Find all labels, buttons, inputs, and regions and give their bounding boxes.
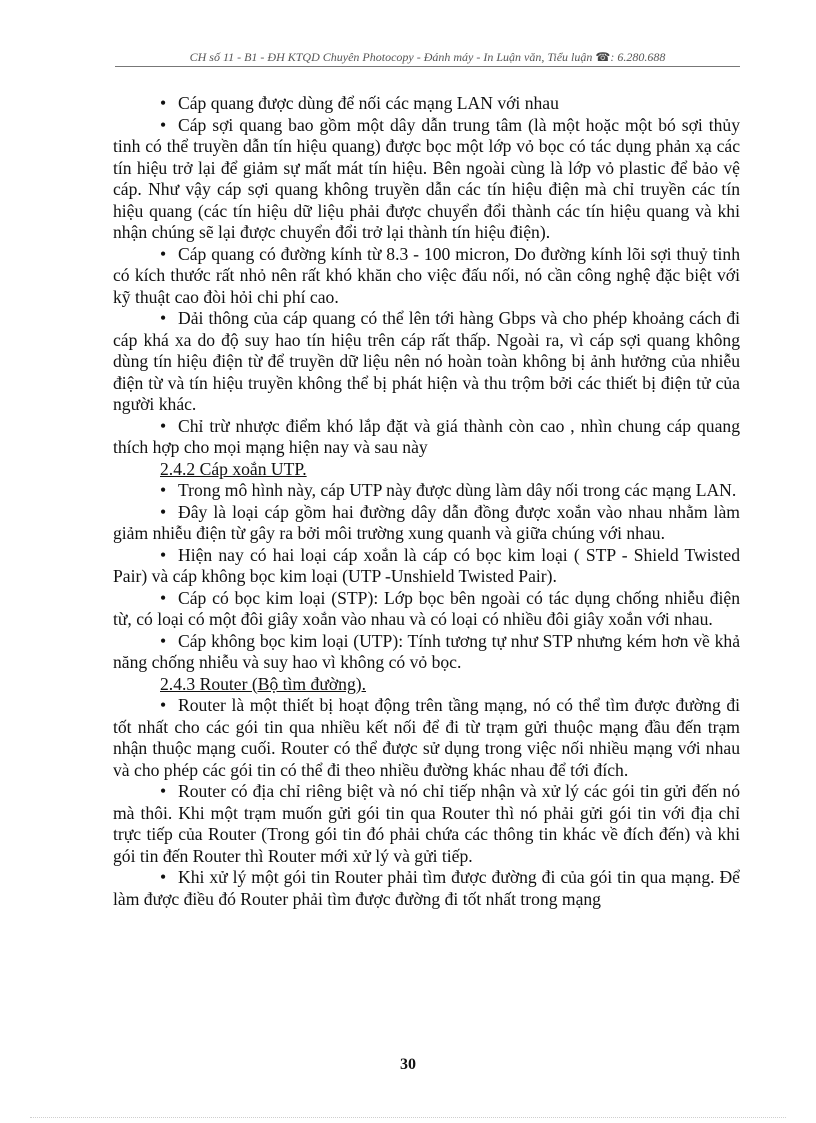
bullet-paragraph	[113, 781, 740, 867]
paragraph-text: Khi xử lý một gói tin Router phải tìm được đường đi của gói tin qua mạng. Để làm được điều đó Router phải tìm được đường đi tốt nhất trong mạng	[113, 867, 740, 909]
page-number: 30	[400, 1056, 416, 1073]
bullet-icon: •	[160, 867, 167, 887]
bullet-paragraph	[113, 115, 740, 244]
bullet-icon: •	[160, 695, 167, 715]
bullet-icon: •	[160, 308, 167, 328]
bullet-icon: •	[160, 480, 167, 500]
bullet-paragraph	[113, 545, 740, 588]
paragraph-text: Cáp sợi quang bao gồm một dây dẫn trung tâm (là một hoặc một bó sợi thủy tinh có thể truyền dẫn tín hiệu quang) được bọc một lớp vỏ bọc có tác dụng phản xạ các tín hiệu trở lại để giảm sự mất mát tín hiệu. Bên ngoài cùng là lớp vỏ plastic để bảo vệ cáp. Như vậy cáp sợi quang không truyền dẫn các tín hiệu điện mà chỉ truyền các tín hiệu quang (các tín hiệu dữ liệu phải được chuyển đổi thành các tín hiệu quang và khi nhận chúng sẽ lại được chuyển đổi trở lại thành tín hiệu điện).	[113, 114, 740, 242]
bullet-paragraph	[113, 502, 740, 545]
bullet-icon: •	[160, 587, 167, 608]
paragraph-text: Cáp có bọc kim loại (STP): Lớp bọc bên ngoài có tác dụng chống nhiễu điện từ, có loại có một đôi giây xoắn vào nhau và có loại có nhiều đôi giây xoắn với nhau.	[113, 587, 740, 629]
bullet-paragraph	[113, 588, 740, 631]
bullet-icon: •	[160, 114, 167, 135]
paragraph-text: Hiện nay có hai loại cáp xoắn là cáp có bọc kim loại ( STP - Shield Twisted Pair) và cáp không bọc kim loại (UTP -Unshield Twisted Pair).	[113, 544, 740, 586]
page-header	[115, 50, 740, 67]
paragraph-text: Cáp quang có đường kính từ 8.3 - 100 micron, Do đường kính lõi sợi thuỷ tinh có kích thước rất nhỏ nên rất khó khăn cho việc đấu nối, nó cần công nghệ đặc biệt với kỹ thuật cao đòi hỏi chi phí cao.	[113, 243, 740, 307]
bullet-icon: •	[160, 93, 167, 113]
paragraph-text: Dải thông của cáp quang có thể lên tới hàng Gbps và cho phép khoảng cách đi cáp khá xa do độ suy hao tín hiệu trên cáp rất thấp. Ngoài ra, vì cáp sợi quang không dùng tín hiệu điện từ để truyền dữ liệu nên nó hoàn toàn không bị ảnh hưởng của nhiễu điện từ và tín hiệu truyền không thể bị phát hiện và thu trộm bởi các thiết bị điện tử của người khác.	[113, 308, 740, 414]
paragraph-text: Trong mô hình này, cáp UTP này được dùng làm dây nối trong các mạng LAN.	[178, 480, 737, 500]
body-text	[113, 93, 740, 910]
bullet-paragraph	[113, 308, 740, 416]
paragraph-text: Cáp không bọc kim loại (UTP): Tính tương tự như STP nhưng kém hơn về khả năng chống nhiễu và suy hao vì không có vỏ bọc.	[113, 630, 740, 672]
bullet-paragraph	[113, 631, 740, 674]
bullet-icon: •	[160, 501, 167, 522]
bullet-paragraph	[113, 480, 740, 502]
paragraph-text: Đây là loại cáp gồm hai đường dây dẫn đồng được xoắn vào nhau nhằm làm giảm nhiễu điện từ gây ra bởi môi trường xung quanh và giữa chúng với nhau.	[113, 501, 740, 543]
bullet-paragraph	[113, 93, 740, 115]
bullet-paragraph	[113, 416, 740, 459]
footer-divider	[30, 1117, 786, 1118]
paragraph-text: Router là một thiết bị hoạt động trên tầng mạng, nó có thể tìm được đường đi tốt nhất cho các gói tin qua nhiều kết nối để đi từ trạm gửi thuộc mạng đầu đến trạm nhận thuộc mạng cuối. Router có thể được sử dụng trong việc nối nhiều mạng với nhau và cho phép các gói tin có thể đi theo nhiều đường khác nhau để tới đích.	[113, 695, 740, 780]
bullet-icon: •	[160, 415, 167, 436]
header-text: CH số 11 - B1 - ĐH KTQD Chuyên Photocopy - Đánh máy - In Luận văn, Tiểu luận	[189, 50, 593, 64]
bullet-paragraph	[113, 867, 740, 910]
paragraph-text: Router có địa chỉ riêng biệt và nó chỉ tiếp nhận và xử lý các gói tin gửi đến nó mà thôi. Khi một trạm muốn gửi gói tin qua Router thì nó phải gửi gói tin với địa chỉ trực tiếp của Router (Trong gói tin đó phải chứa các thông tin khác về đích đến) và khi gói tin đến Router thì Router mới xử lý và gửi tiếp.	[113, 781, 740, 866]
bullet-icon: •	[160, 630, 167, 651]
section-heading: 2.4.2 Cáp xoắn UTP.	[160, 458, 307, 479]
bullet-paragraph	[113, 244, 740, 309]
bullet-icon: •	[160, 781, 167, 801]
bullet-icon: •	[160, 544, 167, 565]
bullet-icon: •	[160, 243, 167, 264]
paragraph-text: Cáp quang được dùng để nối các mạng LAN với nhau	[178, 93, 559, 113]
header-phone: : 6.280.688	[610, 50, 666, 64]
section-heading: 2.4.3 Router (Bộ tìm đường).	[160, 673, 367, 694]
bullet-paragraph	[113, 695, 740, 781]
phone-icon: ☎	[595, 50, 611, 64]
paragraph-text: Chỉ trừ nhược điểm khó lắp đặt và giá thành còn cao , nhìn chung cáp quang thích hợp cho mọi mạng hiện nay và sau này	[113, 415, 740, 457]
